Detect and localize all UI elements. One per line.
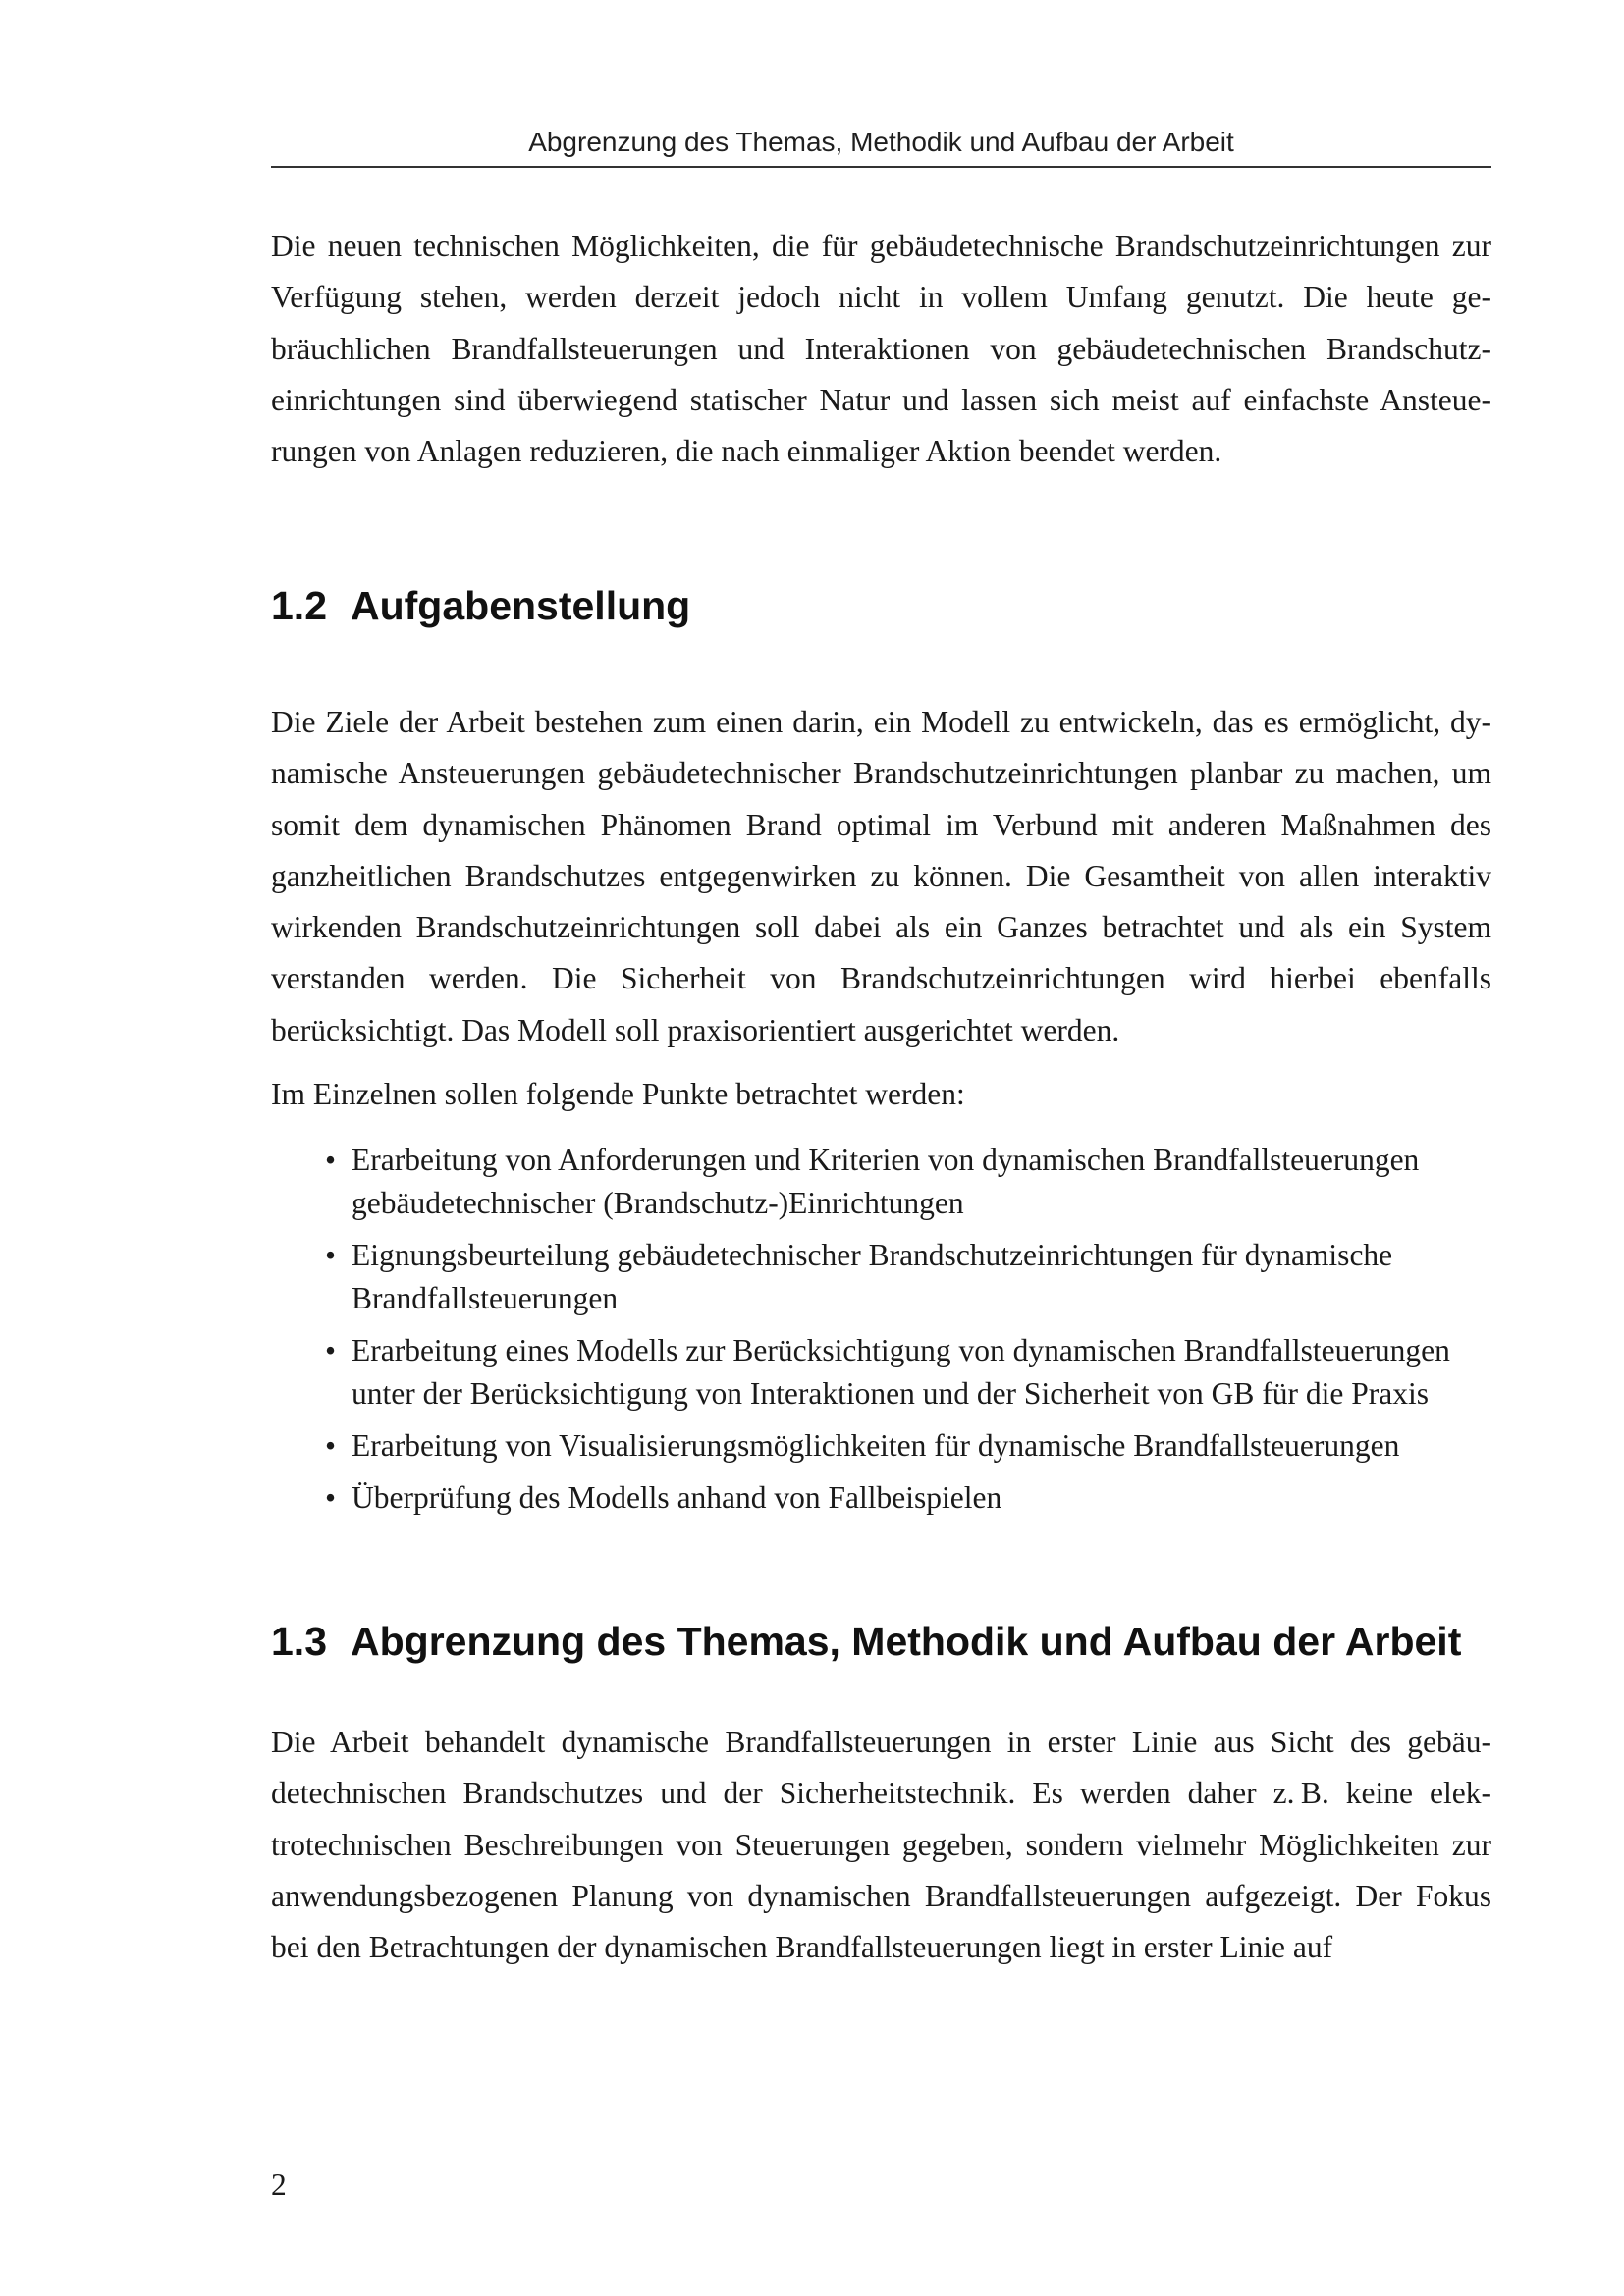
list-item-text: Erarbeitung von Anforderungen und Kriterien von dynamischen Brandfallsteuerungen gebäudetechnischer (Brandschutz-)Einrichtungen — [352, 1143, 1420, 1220]
page-number: 2 — [271, 2167, 287, 2202]
bullet-icon: • — [325, 1333, 337, 1367]
list-item-text: Eignungsbeurteilung gebäudetechnischer Brandschutzeinrichtungen für dynamische Brandfallsteuerungen — [352, 1238, 1393, 1315]
running-header: Abgrenzung des Themas, Methodik und Aufbau der Arbeit — [271, 123, 1491, 168]
list-item — [271, 1234, 1491, 1320]
section-heading-1-2 — [271, 581, 690, 630]
list-item — [271, 1139, 1491, 1225]
list-item — [271, 1476, 1491, 1520]
list-intro: Im Einzelnen sollen folgende Punkte betrachtet werden: — [271, 1077, 965, 1111]
section-heading-1-3 — [271, 1617, 1461, 1666]
list-item — [271, 1424, 1491, 1468]
section-1-2-paragraph: Die Ziele der Arbeit bestehen zum einen darin, ein Modell zu entwickeln, das es ermöglicht, dynamische Ansteuerungen gebäudetechnischer Brandschutzeinrichtungen planbar zu machen, um somit dem dynamischen Phänomen Brand optimal im Verbund mit anderen Maßnahmen des ganzheitlichen Brandschutzes entgegenwirken zu können. Die Gesamtheit von allen interaktiv wirkenden Brandschutzeinrichtungen soll dabei als ein Ganzes betrachtet und als ein System verstanden werden. Die Sicherheit von Brandschutzeinrichtungen wird hierbei ebenfalls berücksichtigt. Das Modell soll praxisorientiert ausgerichtet werden. — [271, 705, 1491, 1047]
list-item — [271, 1329, 1491, 1415]
intro-paragraph: Die neuen technischen Möglichkeiten, die für gebäudetechnische Brandschutzeinrichtungen zur Verfügung stehen, werden derzeit jedoch nicht in vollem Umfang genutzt. Die heute gebräuchlichen Brandfallsteuerungen und Interaktionen von gebäudetechnischen Brandschutzeinrichtungen sind überwiegend statischer Natur und lassen sich meist auf einfachste Ansteuerungen von Anlagen reduzieren, die nach einmaliger Aktion beendet werden. — [271, 229, 1491, 469]
bullet-list — [271, 1139, 1491, 1528]
bullet-icon: • — [325, 1238, 337, 1272]
bullet-icon: • — [325, 1143, 337, 1177]
list-item-text: Erarbeitung eines Modells zur Berücksichtigung von dynamischen Brandfallsteuerungen unter der Berücksichtigung von Interaktionen und der Sicherheit von GB für die Praxis — [352, 1333, 1450, 1411]
list-item-text: Überprüfung des Modells anhand von Fallbeispielen — [352, 1480, 1002, 1515]
list-item-text: Erarbeitung von Visualisierungsmöglichkeiten für dynamische Brandfallsteuerungen — [352, 1428, 1400, 1463]
section-title: Aufgabenstellung — [351, 583, 691, 628]
bullet-icon: • — [325, 1428, 337, 1463]
document-page — [271, 0, 1491, 2296]
section-title: Abgrenzung des Themas, Methodik und Aufbau der Arbeit — [351, 1619, 1462, 1664]
section-number: 1.2 — [271, 583, 327, 628]
section-1-3-paragraph: Die Arbeit behandelt dynamische Brandfallsteuerungen in erster Linie aus Sicht des gebäudetechnischen Brandschutzes und der Sicherheitstechnik. Es werden daher z. B. keine elektrotechnischen Beschreibungen von Steuerungen gegeben, sondern vielmehr Möglichkeiten zur anwendungsbezogenen Planung von dynamischen Brandfallsteuerungen aufgezeigt. Der Fokus bei den Betrachtungen der dynamischen Brandfallsteuerungen liegt in erster Linie auf — [271, 1725, 1491, 1965]
section-number: 1.3 — [271, 1619, 327, 1664]
bullet-icon: • — [325, 1480, 337, 1515]
